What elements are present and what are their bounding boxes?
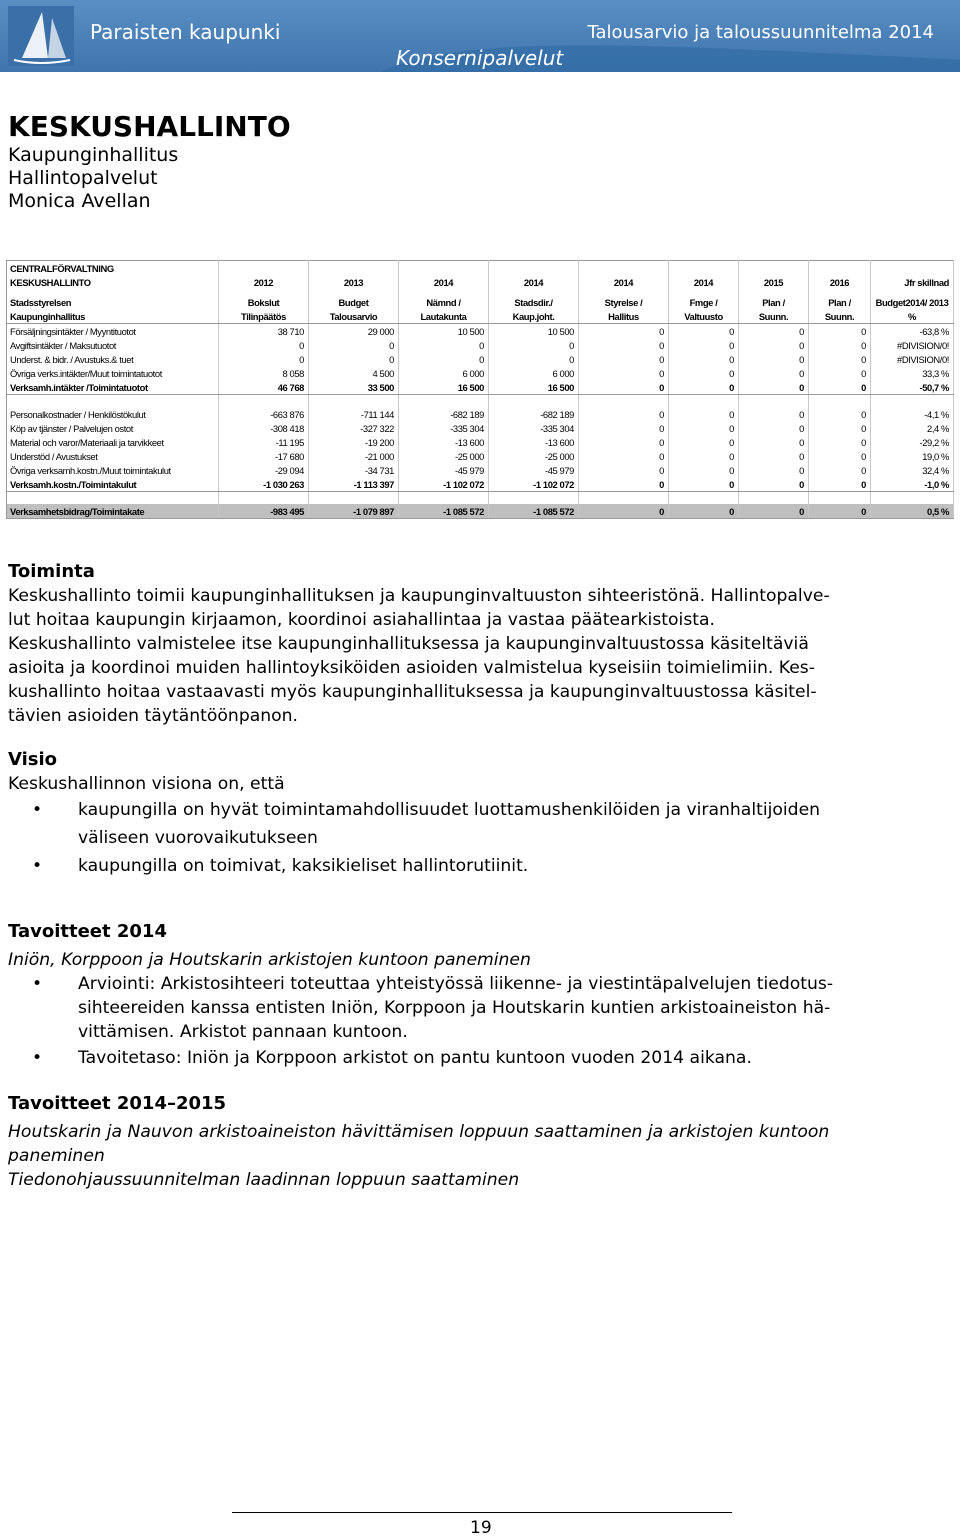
city-logo-icon: [8, 6, 74, 66]
table-cell: #DIVISION/0!: [871, 338, 954, 352]
table-cell: [669, 492, 739, 505]
table-cell: 0: [669, 449, 739, 463]
table-cell: [579, 261, 669, 276]
table-cell: 0: [399, 352, 489, 366]
table-cell: 2014: [669, 275, 739, 289]
table-cell: 0: [809, 477, 871, 492]
table-cell: -63,8 %: [871, 324, 954, 339]
footer-rule: [232, 1512, 732, 1513]
table-cell: -335 304: [399, 421, 489, 435]
row-label: Stadsstyrelsen: [7, 295, 219, 309]
table-cell: [489, 492, 579, 505]
table-cell: 0: [579, 366, 669, 380]
toiminta-line: kushallinto hoitaa vastaavasti myös kaupunginhallituksessa ja kaupunginvaltuustossa käsitel-: [8, 682, 817, 702]
table-cell: 2012: [219, 275, 309, 289]
table-cell: -1 113 397: [309, 477, 399, 492]
table-row: [7, 352, 954, 366]
table-cell: -1 079 897: [309, 504, 399, 519]
table-cell: 16 500: [399, 380, 489, 395]
header-row: [7, 295, 954, 309]
table-cell: -711 144: [309, 407, 399, 421]
table-cell: 0: [489, 338, 579, 352]
table-cell: Plan /: [739, 295, 809, 309]
row-label: Köp av tjänster / Palvelujen ostot: [7, 421, 219, 435]
header-doc-title: Talousarvio ja taloussuunnitelma 2014: [587, 22, 934, 43]
table-cell: 0: [219, 338, 309, 352]
table-row: [7, 421, 954, 435]
table-cell: 0: [809, 421, 871, 435]
table-cell: Styrelse /: [579, 295, 669, 309]
tavoitteet-2015-line: Tiedonohjaussuunnitelman laadinnan loppuun saattaminen: [8, 1170, 520, 1190]
subtitle-line: Kaupunginhallitus: [8, 144, 179, 166]
table-cell: 0: [809, 380, 871, 395]
table-cell: 0: [809, 366, 871, 380]
table-cell: 0: [809, 324, 871, 339]
toiminta-heading: Toiminta: [8, 561, 95, 582]
tavoitteet-2015-line: Houtskarin ja Nauvon arkistoaineiston hävittämisen loppuun saattaminen ja arkistojen kuntoon: [8, 1122, 830, 1142]
row-label: Material och varor/Materiaali ja tarvikkeet: [7, 435, 219, 449]
table-cell: 4 500: [309, 366, 399, 380]
table-cell: 0: [579, 477, 669, 492]
table-cell: -1 085 572: [489, 504, 579, 519]
table-cell: [309, 395, 399, 408]
table-cell: Fmge /: [669, 295, 739, 309]
table-cell: 0: [809, 463, 871, 477]
table-cell: -11 195: [219, 435, 309, 449]
table-cell: [871, 395, 954, 408]
table-cell: 0: [579, 504, 669, 519]
tavoitteet-2014-subheading: Iniön, Korppoon ja Houtskarin arkistojen kuntoon paneminen: [8, 950, 531, 970]
table-row: [7, 324, 954, 339]
table-cell: -308 418: [219, 421, 309, 435]
table-cell: 46 768: [219, 380, 309, 395]
table-row: [7, 407, 954, 421]
table-cell: [399, 261, 489, 276]
table-cell: [871, 492, 954, 505]
table-cell: [489, 261, 579, 276]
table-row: [7, 435, 954, 449]
toiminta-line: Keskushallinto valmistelee itse kaupunginhallituksessa ja kaupunginvaltuustossa käsiteltäviä: [8, 634, 809, 654]
table-cell: -682 189: [489, 407, 579, 421]
visio-bullet-line: • kaupungilla on toimivat, kaksikieliset hallintorutiinit.: [78, 856, 529, 876]
table-cell: 6 000: [489, 366, 579, 380]
table-cell: 0: [739, 435, 809, 449]
table-cell: 0: [219, 352, 309, 366]
table-cell: -45 979: [399, 463, 489, 477]
visio-bullet: [8, 854, 954, 878]
table-cell: 0: [669, 324, 739, 339]
table-cell: 6 000: [399, 366, 489, 380]
table-cell: 0: [809, 449, 871, 463]
table-cell: 33 500: [309, 380, 399, 395]
table-cell: 2016: [809, 275, 871, 289]
tavoitteet-2014-list: [8, 972, 954, 1070]
table-cell: 0: [739, 338, 809, 352]
table-cell: 19,0 %: [871, 449, 954, 463]
toiminta-line: lut hoitaa kaupungin kirjaamon, koordinoi asiahallintaa ja vastaa päätearkistoista.: [8, 610, 716, 630]
toiminta-section: [8, 560, 954, 728]
table-cell: 8 058: [219, 366, 309, 380]
visio-bullet: [8, 798, 954, 850]
table-cell: -25 000: [489, 449, 579, 463]
table-cell: 33,3 %: [871, 366, 954, 380]
table-cell: [399, 492, 489, 505]
table-cell: 0: [669, 407, 739, 421]
total-row: [7, 477, 954, 492]
budget-table: [6, 260, 954, 519]
table-cell: #DIVISION/0!: [871, 352, 954, 366]
visio-intro: Keskushallinnon visiona on, että: [8, 774, 285, 794]
table-cell: 0: [579, 463, 669, 477]
table-cell: [739, 395, 809, 408]
table-cell: Kaup.joht.: [489, 309, 579, 324]
table-cell: 0: [669, 352, 739, 366]
table-cell: 0: [809, 504, 871, 519]
table-cell: [579, 395, 669, 408]
table-cell: [669, 261, 739, 276]
row-label: Verksamh.kostn./Toimintakulut: [7, 477, 219, 492]
table-cell: 0: [309, 352, 399, 366]
table-cell: 0: [669, 421, 739, 435]
row-label: Personalkostnader / Henkilöstökulut: [7, 407, 219, 421]
visio-heading: Visio: [8, 749, 58, 770]
table-cell: -1,0 %: [871, 477, 954, 492]
table-row: [7, 366, 954, 380]
table-cell: [7, 395, 219, 408]
table-cell: 2013: [309, 275, 399, 289]
table-cell: -335 304: [489, 421, 579, 435]
table-cell: 0: [579, 407, 669, 421]
table-cell: 16 500: [489, 380, 579, 395]
table-cell: 38 710: [219, 324, 309, 339]
table-cell: 2014: [399, 275, 489, 289]
table-cell: 2014: [579, 275, 669, 289]
row-label: Avgiftsintäkter / Maksutuotot: [7, 338, 219, 352]
tavoite-line: sihteereiden kanssa entisten Iniön, Korppoon ja Houtskarin kuntien arkistoaineiston hä-: [78, 998, 831, 1018]
row-label: Kaupunginhallitus: [7, 309, 219, 324]
table-cell: -34 731: [309, 463, 399, 477]
subtitle-line: Hallintopalvelut: [8, 167, 158, 189]
table-cell: 10 500: [489, 324, 579, 339]
table-cell: -4,1 %: [871, 407, 954, 421]
spacer-row: [7, 492, 954, 505]
tavoitteet-2015-line: paneminen: [8, 1146, 105, 1166]
page-number: 19: [470, 1518, 492, 1538]
table-cell: Budget: [309, 295, 399, 309]
table-cell: 10 500: [399, 324, 489, 339]
table-cell: 0: [669, 435, 739, 449]
table-cell: Bokslut: [219, 295, 309, 309]
table-cell: 0: [669, 477, 739, 492]
table-cell: [489, 395, 579, 408]
table-cell: 0: [579, 421, 669, 435]
table-cell: [739, 261, 809, 276]
visio-bullet-line: • kaupungilla on hyvät toimintamahdollisuudet luottamushenkilöiden ja viranhaltijoiden: [78, 800, 821, 820]
table-cell: -1 102 072: [489, 477, 579, 492]
header-row: [7, 275, 954, 289]
table-cell: 0: [809, 435, 871, 449]
table-cell: 0: [809, 338, 871, 352]
table-cell: 2014: [489, 275, 579, 289]
table-cell: -663 876: [219, 407, 309, 421]
tavoite-line: • Tavoitetaso: Iniön ja Korppoon arkistot on pantu kuntoon vuoden 2014 aikana.: [78, 1048, 752, 1068]
table-cell: [309, 492, 399, 505]
toiminta-line: asioita ja koordinoi muiden hallintoyksiköiden asioiden valmistelua kyseisiin toimielimiin. Kes-: [8, 658, 815, 678]
table-cell: 0: [579, 435, 669, 449]
table-cell: [579, 492, 669, 505]
table-cell: Valtuusto: [669, 309, 739, 324]
table-cell: Plan /: [809, 295, 871, 309]
table-cell: 0: [739, 380, 809, 395]
tavoite-bullet: [8, 1046, 954, 1070]
header-org-name: Paraisten kaupunki: [90, 20, 281, 44]
table-row: [7, 449, 954, 463]
table-cell: [219, 395, 309, 408]
table-cell: -1 102 072: [399, 477, 489, 492]
table-cell: [219, 492, 309, 505]
table-cell: 0: [579, 352, 669, 366]
table-cell: 2015: [739, 275, 809, 289]
table-cell: [309, 261, 399, 276]
table-cell: 0: [669, 380, 739, 395]
header-row: [7, 261, 954, 276]
tavoitteet-2014-heading: Tavoitteet 2014: [8, 921, 167, 942]
tavoite-bullet: [8, 972, 954, 1044]
table-cell: 0: [809, 407, 871, 421]
table-cell: -1 085 572: [399, 504, 489, 519]
header-row: [7, 309, 954, 324]
table-cell: 0: [739, 421, 809, 435]
table-cell: 0: [579, 324, 669, 339]
table-cell: 0: [739, 407, 809, 421]
row-label: Verksamh.intäkter /Toimintatuotot: [7, 380, 219, 395]
row-label: Understöd / Avustukset: [7, 449, 219, 463]
table-cell: Jfr skillnad: [871, 275, 954, 289]
spacer-row: [7, 395, 954, 408]
table-cell: 0: [309, 338, 399, 352]
tavoitteet-2014-section: [8, 920, 954, 1070]
table-cell: -29 094: [219, 463, 309, 477]
row-label: Försäljningsintäkter / Myyntituotot: [7, 324, 219, 339]
table-cell: 29 000: [309, 324, 399, 339]
tavoitteet-2015-section: [8, 1092, 954, 1192]
table-cell: Talousarvio: [309, 309, 399, 324]
net-row: [7, 504, 954, 519]
row-label: CENTRALFÖRVALTNING: [7, 261, 219, 276]
subtitle-line: Monica Avellan: [8, 190, 151, 212]
page-title: KESKUSHALLINTO: [8, 110, 291, 143]
table-cell: Budget2014/ 2013: [871, 295, 954, 309]
table-cell: -19 200: [309, 435, 399, 449]
table-cell: 0: [739, 449, 809, 463]
row-label: Verksamhetsbidrag/Toimintakate: [7, 504, 219, 519]
table-cell: [809, 492, 871, 505]
total-row: [7, 380, 954, 395]
table-cell: -25 000: [399, 449, 489, 463]
table-cell: [809, 395, 871, 408]
table-cell: %: [871, 309, 954, 324]
toiminta-line: tävien asioiden täytäntöönpanon.: [8, 706, 299, 726]
table-cell: [399, 395, 489, 408]
table-cell: [871, 261, 954, 276]
table-cell: 0: [579, 449, 669, 463]
table-cell: [739, 492, 809, 505]
table-cell: 0: [579, 380, 669, 395]
table-cell: -1 030 263: [219, 477, 309, 492]
table-cell: 0: [579, 338, 669, 352]
table-cell: Tilinpäätös: [219, 309, 309, 324]
table-cell: 2,4 %: [871, 421, 954, 435]
table-cell: -13 600: [489, 435, 579, 449]
table-cell: 0: [669, 338, 739, 352]
table-cell: 0: [739, 463, 809, 477]
table-cell: -29,2 %: [871, 435, 954, 449]
visio-list: [8, 798, 954, 878]
table-cell: 0: [739, 324, 809, 339]
tavoite-line: vittämisen. Arkistot pannaan kuntoon.: [78, 1022, 408, 1042]
table-cell: [669, 395, 739, 408]
row-label: Övriga verksamh.kostn./Muut toimintakulut: [7, 463, 219, 477]
table-cell: -327 322: [309, 421, 399, 435]
subtitle-block: [8, 144, 178, 213]
table-cell: [809, 261, 871, 276]
header-section: Konsernipalvelut: [396, 46, 564, 70]
row-label: Övriga verks.intäkter/Muut toimintatuotot: [7, 366, 219, 380]
table-cell: Suunn.: [739, 309, 809, 324]
tavoite-line: • Arviointi: Arkistosihteeri toteuttaa yhteistyössä liikenne- ja viestintäpalvelujen tiedotus-: [78, 974, 834, 994]
table-cell: -45 979: [489, 463, 579, 477]
visio-section: [8, 748, 954, 878]
table-cell: 0: [669, 504, 739, 519]
table-cell: Hallitus: [579, 309, 669, 324]
table-cell: 0: [809, 352, 871, 366]
table-cell: [7, 492, 219, 505]
row-label: Underst. & bidr. / Avustuks.& tuet: [7, 352, 219, 366]
table-cell: Stadsdir./: [489, 295, 579, 309]
table-cell: -21 000: [309, 449, 399, 463]
table-cell: [219, 261, 309, 276]
table-cell: -983 495: [219, 504, 309, 519]
table-cell: Suunn.: [809, 309, 871, 324]
toiminta-line: Keskushallinto toimii kaupunginhallituksen ja kaupunginvaltuuston sihteeristönä. Hallintopalve-: [8, 586, 830, 606]
table-cell: 0: [669, 463, 739, 477]
table-cell: Nämnd /: [399, 295, 489, 309]
table-cell: 0: [739, 477, 809, 492]
table-cell: 0: [739, 352, 809, 366]
table-cell: 0: [739, 504, 809, 519]
visio-bullet-line: väliseen vuorovaikutukseen: [78, 828, 318, 848]
table-cell: -17 680: [219, 449, 309, 463]
table-cell: 32,4 %: [871, 463, 954, 477]
table-cell: 0: [669, 366, 739, 380]
table-cell: 0: [489, 352, 579, 366]
row-label: KESKUSHALLINTO: [7, 275, 219, 289]
table-cell: Lautakunta: [399, 309, 489, 324]
table-row: [7, 463, 954, 477]
table-cell: 0,5 %: [871, 504, 954, 519]
tavoitteet-2015-heading: Tavoitteet 2014–2015: [8, 1093, 227, 1114]
table-cell: -50,7 %: [871, 380, 954, 395]
table-cell: -682 189: [399, 407, 489, 421]
table-row: [7, 338, 954, 352]
table-cell: -13 600: [399, 435, 489, 449]
table-cell: 0: [399, 338, 489, 352]
table-cell: 0: [739, 366, 809, 380]
